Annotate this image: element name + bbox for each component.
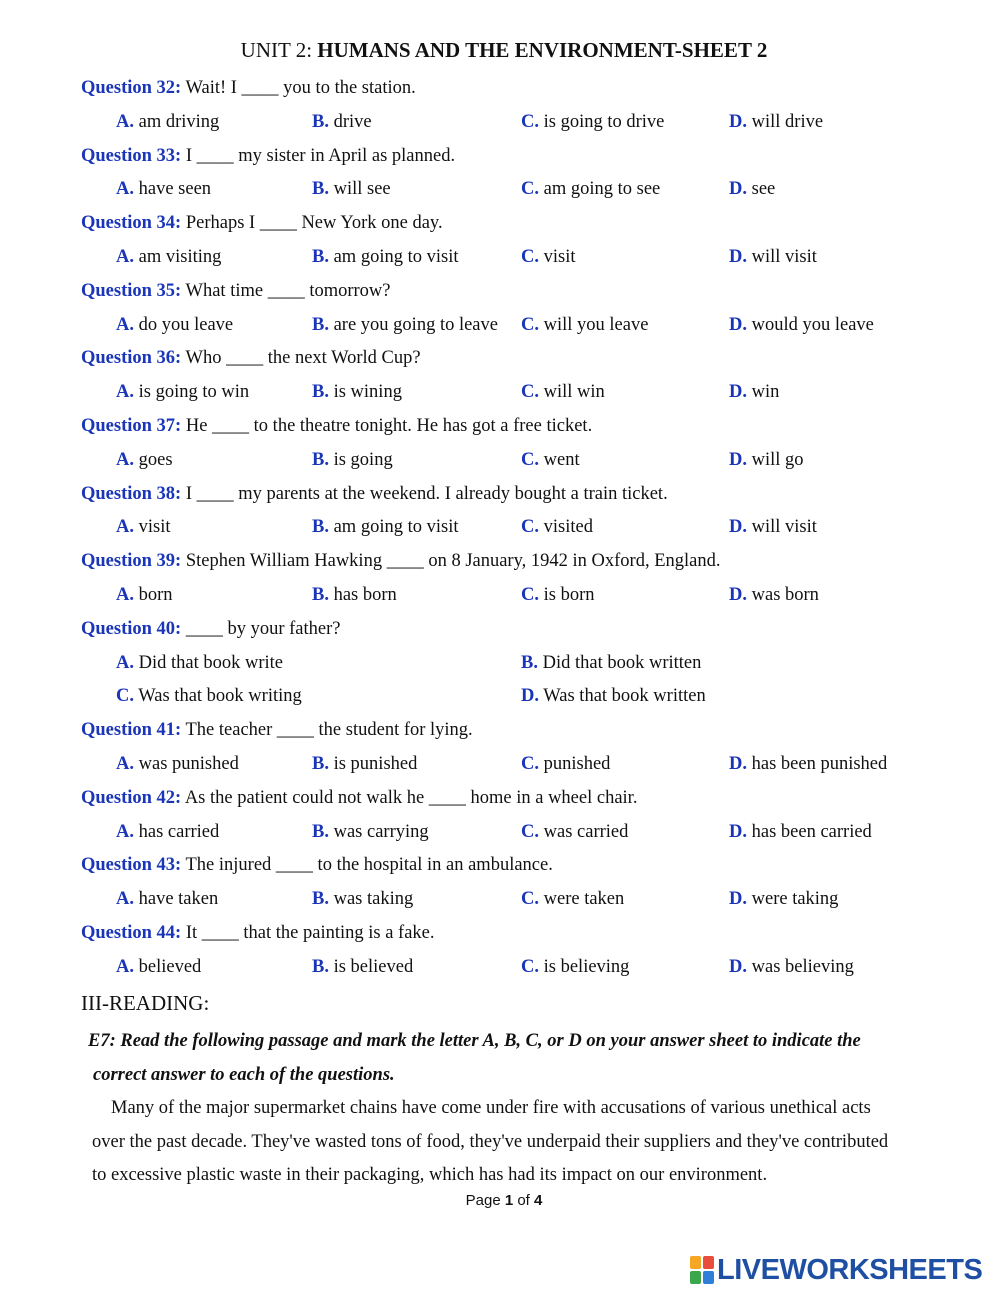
option-letter: D. [729,382,747,403]
option-text: born [134,585,173,605]
option-text: am going to visit [328,517,459,538]
option-letter: B. [312,517,329,538]
question-stem [81,715,473,745]
answer-option-d[interactable] [729,310,874,340]
question-stem [81,343,421,373]
question-text: I ____ my sister in April as planned. [181,145,456,166]
answer-option-a[interactable] [116,580,173,610]
answer-option-d[interactable] [729,377,779,407]
answer-option-a[interactable] [116,817,219,847]
question-number: Question 37: [81,416,182,436]
answer-option-a[interactable] [116,648,283,678]
option-letter: D. [729,889,747,910]
option-text: is punished [328,754,418,774]
option-text: is believing [539,956,630,977]
question-number: Question 35: [81,280,182,301]
option-letter: B. [312,111,329,132]
question-stem [81,783,637,813]
option-text: am visiting [134,247,222,267]
page-footer [0,1192,1000,1209]
option-text: Did that book written [537,652,702,673]
answer-option-c[interactable] [521,952,629,982]
option-text: visit [134,517,171,538]
answer-option-a[interactable] [116,310,233,340]
question-stem [81,411,592,441]
question-stem [81,918,435,948]
option-letter: B. [521,652,538,673]
answer-option-d[interactable] [729,242,817,272]
question-stem [81,614,340,644]
option-text: would you leave [747,314,874,335]
answer-option-a[interactable] [116,107,219,137]
answer-option-c[interactable] [521,817,628,847]
option-text: do you leave [134,314,234,335]
option-letter: C. [521,956,539,977]
answer-option-d[interactable] [729,952,854,982]
option-text: was believing [747,956,854,977]
option-letter: A. [116,889,134,910]
option-text: see [747,179,776,200]
option-letter: D. [729,754,747,774]
question-stem [81,73,416,103]
question-number: Question 38: [81,483,182,504]
option-letter: A. [116,179,134,200]
page-title [0,37,1000,63]
option-letter: B. [312,179,329,200]
question-number: Question 41: [81,720,182,741]
option-text: was born [747,585,819,605]
option-text: has born [328,585,397,605]
option-letter: C. [521,821,539,842]
reading-passage [92,1092,952,1193]
option-letter: C. [521,111,539,132]
answer-option-a[interactable] [116,377,249,407]
option-text: was taking [328,889,414,910]
liveworksheets-logo[interactable] [690,1253,982,1287]
answer-option-d[interactable] [729,445,804,475]
answer-option-a[interactable] [116,749,239,779]
option-letter: C. [521,382,539,403]
option-text: will win [539,382,605,403]
option-letter: A. [116,449,134,470]
option-text: will go [747,449,804,470]
logo-icon [690,1256,714,1284]
answer-option-d[interactable] [729,580,819,610]
answer-option-b[interactable] [312,377,402,407]
option-letter: C. [116,686,134,707]
question-text: Wait! I ____ you to the station. [181,78,416,98]
option-text: is believed [328,956,414,977]
logo-square [690,1256,701,1269]
question-text: What time ____ tomorrow? [181,280,391,301]
option-letter: A. [116,754,134,774]
option-letter: C. [521,314,539,335]
option-letter: C. [521,889,539,910]
option-letter: D. [729,821,747,842]
answer-option-c[interactable] [521,377,605,407]
option-text: went [539,449,580,470]
section-heading: III-READING: [81,991,210,1015]
answer-option-b[interactable] [312,749,417,779]
option-text: punished [539,754,611,774]
answer-option-d[interactable] [729,884,838,914]
option-text: win [747,382,780,403]
answer-option-d[interactable] [729,107,823,137]
answer-option-d[interactable] [521,681,706,711]
question-text: It ____ that the painting is a fake. [181,923,435,943]
answer-option-c[interactable] [521,512,593,542]
option-text: is wining [328,382,402,403]
option-letter: D. [729,111,747,132]
option-letter: A. [116,517,134,538]
question-stem [81,208,443,238]
question-number: Question 39: [81,551,182,572]
option-text: was carrying [328,821,429,842]
option-text: is going to win [134,382,250,403]
question-text: The teacher ____ the student for lying. [181,720,473,741]
option-text: is going to drive [539,111,665,132]
question-text: The injured ____ to the hospital in an ambulance. [181,855,553,876]
answer-option-c[interactable] [521,310,648,340]
page-current: 1 [504,1192,514,1209]
option-text: are you going to leave [328,314,498,335]
option-text: am driving [134,111,220,132]
option-letter: A. [116,821,134,842]
answer-option-d[interactable] [729,174,775,204]
instruction-line-1: E7: Read the following passage and mark the letter A, B, C, or D on your answer sheet to indicate the [88,1031,861,1051]
option-letter: C. [521,179,539,200]
option-text: were taken [539,889,625,910]
question-number: Question 44: [81,923,182,943]
question-number: Question 42: [81,787,182,808]
question-text: I ____ my parents at the weekend. I already bought a train ticket. [181,483,668,504]
option-text: will visit [747,517,817,538]
option-letter: A. [116,247,134,267]
option-letter: B. [312,382,329,403]
answer-option-b[interactable] [312,884,413,914]
option-text: am going to visit [328,247,459,267]
option-text: Did that book write [134,652,284,673]
option-text: goes [134,449,173,470]
option-letter: D. [729,517,747,538]
answer-option-c[interactable] [521,174,660,204]
option-letter: B. [312,821,329,842]
option-letter: B. [312,889,329,910]
option-letter: A. [116,111,134,132]
question-text: Perhaps I ____ New York one day. [181,213,443,234]
option-letter: C. [521,449,539,470]
question-stem [81,546,721,576]
option-letter: A. [116,382,134,403]
option-text: will visit [747,247,817,267]
question-number: Question 40: [81,618,182,639]
option-letter: C. [521,517,539,538]
answer-option-b[interactable] [312,174,391,204]
answer-option-c[interactable] [521,749,610,779]
question-number: Question 33: [81,145,182,166]
option-letter: D. [729,585,747,605]
question-text: Who ____ the next World Cup? [181,348,421,369]
option-text: was punished [134,754,239,774]
question-text: He ____ to the theatre tonight. He has got a free ticket. [181,416,593,436]
option-letter: A. [116,585,134,605]
page-prefix: Page [465,1192,505,1209]
option-letter: A. [116,314,134,335]
option-text: have seen [134,179,212,200]
title-prefix: UNIT 2: [240,38,318,62]
option-letter: B. [312,754,329,774]
answer-option-c[interactable] [521,107,664,137]
option-letter: D. [729,247,747,267]
answer-option-b[interactable] [312,242,458,272]
answer-option-a[interactable] [116,174,211,204]
option-text: were taking [747,889,839,910]
answer-option-a[interactable] [116,445,173,475]
answer-option-b[interactable] [312,952,413,982]
answer-option-a[interactable] [116,952,201,982]
question-stem [81,276,391,306]
option-letter: A. [116,956,134,977]
option-letter: B. [312,956,329,977]
answer-option-d[interactable] [729,749,887,779]
option-text: believed [134,956,202,977]
page-of: of [513,1192,535,1209]
option-letter: D. [729,956,747,977]
answer-option-c[interactable] [521,884,624,914]
question-text: Stephen William Hawking ____ on 8 January, 1942 in Oxford, England. [181,551,721,572]
answer-option-b[interactable] [312,580,397,610]
logo-square [703,1271,714,1284]
answer-option-c[interactable] [521,580,595,610]
option-text: is born [539,585,595,605]
answer-option-c[interactable] [521,242,576,272]
option-text: drive [328,111,372,132]
option-text: was carried [539,821,629,842]
question-stem [81,850,553,880]
answer-option-a[interactable] [116,884,218,914]
question-text: ____ by your father? [181,618,341,639]
question-stem [81,479,668,509]
question-text: As the patient could not walk he ____ home in a wheel chair. [181,787,638,808]
passage-line: Many of the major supermarket chains have come under fire with accusations of various unethical acts [111,1098,871,1118]
option-text: will see [328,179,391,200]
option-text: Was that book writing [134,686,302,707]
passage-line: to excessive plastic waste in their packaging, which has had its impact on our environment. [92,1165,768,1186]
page-total: 4 [534,1192,543,1209]
option-text: is going [328,449,393,470]
option-letter: B. [312,247,329,267]
answer-option-b[interactable] [312,512,458,542]
option-letter: B. [312,585,329,605]
question-number: Question 32: [81,78,182,98]
answer-option-b[interactable] [521,648,701,678]
option-text: has been punished [747,754,888,774]
option-letter: D. [729,179,747,200]
option-text: will you leave [539,314,649,335]
answer-option-c[interactable] [521,445,580,475]
logo-text: LIVEWORKSHEETS [717,1253,983,1286]
option-letter: A. [116,652,134,673]
answer-option-a[interactable] [116,512,171,542]
question-number: Question 43: [81,855,182,876]
answer-option-c[interactable] [116,681,302,711]
option-text: has been carried [747,821,872,842]
option-text: will drive [747,111,824,132]
instruction-line-2: correct answer to each of the questions. [93,1065,395,1085]
option-letter: D. [521,686,539,707]
logo-square [690,1271,701,1284]
option-letter: B. [312,449,329,470]
question-stem [81,141,455,171]
option-letter: D. [729,449,747,470]
option-letter: C. [521,754,539,774]
option-letter: C. [521,247,539,267]
answer-option-a[interactable] [116,242,221,272]
passage-line: over the past decade. They've wasted tons of food, they've underpaid their suppliers and they've contributed [92,1131,889,1152]
option-text: has carried [134,821,220,842]
option-letter: D. [729,314,747,335]
option-text: have taken [134,889,219,910]
option-letter: C. [521,585,539,605]
question-number: Question 34: [81,213,182,234]
answer-option-b[interactable] [312,310,498,340]
option-text: visit [539,247,576,267]
answer-option-b[interactable] [312,817,429,847]
answer-option-d[interactable] [729,512,817,542]
option-letter: B. [312,314,329,335]
question-number: Question 36: [81,348,182,369]
option-text: Was that book written [539,686,706,707]
answer-option-d[interactable] [729,817,872,847]
option-text: am going to see [539,179,661,200]
logo-square [703,1256,714,1269]
answer-option-b[interactable] [312,107,372,137]
answer-option-b[interactable] [312,445,393,475]
reading-instruction [88,1024,928,1092]
title-main: HUMANS AND THE ENVIRONMENT-SHEET 2 [317,38,768,62]
option-text: visited [539,517,593,538]
